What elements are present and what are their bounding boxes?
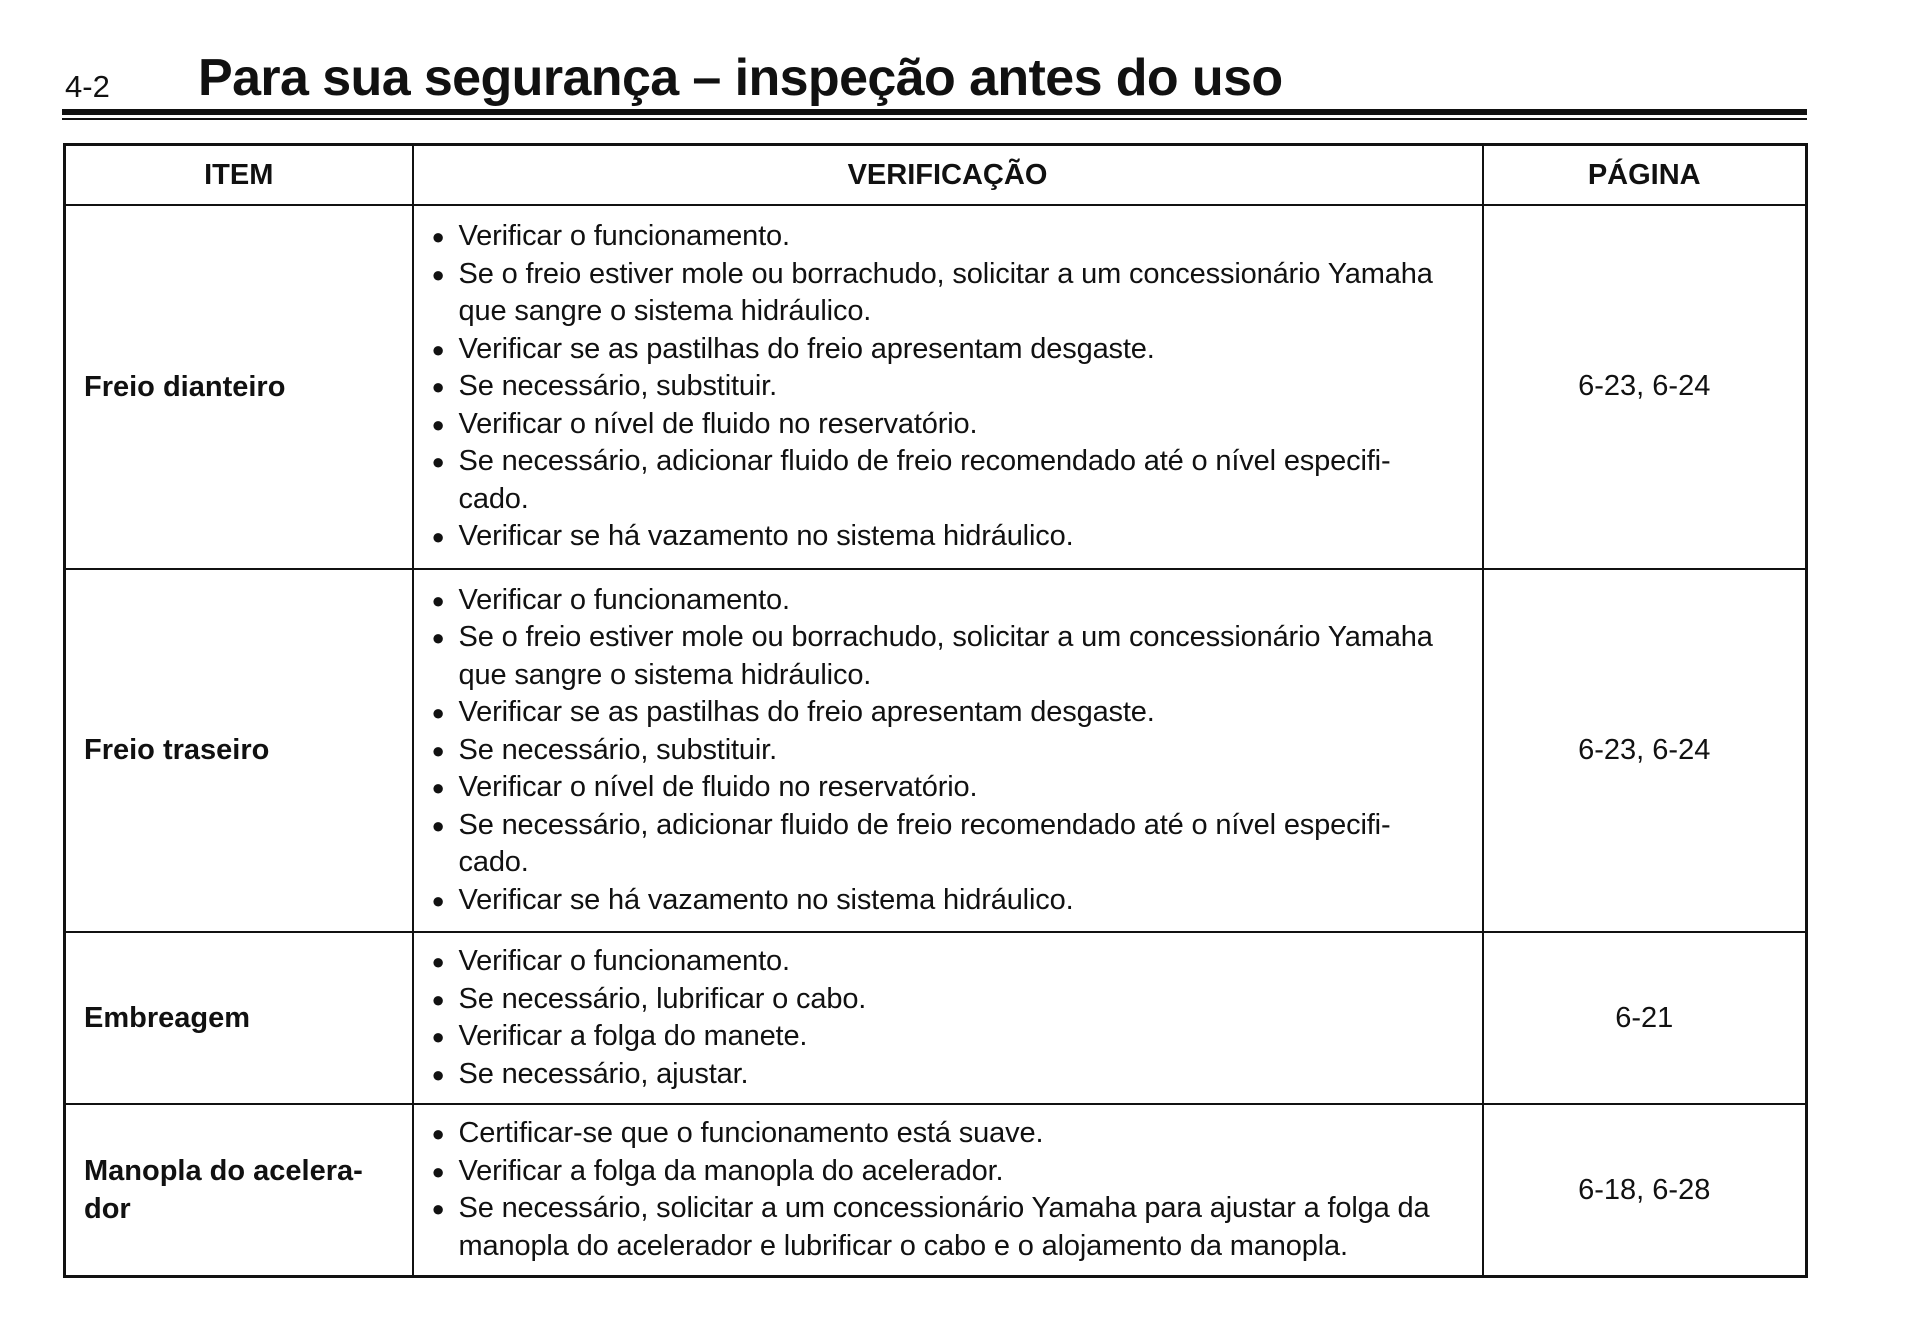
bullet-icon: ●	[431, 1024, 445, 1049]
bullet-icon: ●	[431, 775, 445, 800]
page-header	[62, 40, 1807, 122]
page-title: Para sua segurança – inspeção antes do uso	[198, 49, 1283, 107]
bullet-icon: ●	[431, 737, 445, 763]
check-cell	[413, 932, 1483, 1104]
bullet-icon: ●	[431, 411, 445, 437]
check-text: Verificar o funcionamento.	[458, 945, 790, 977]
table-row	[65, 1104, 1807, 1277]
check-text: Verificar o nível de fluido no reservatório.	[458, 407, 978, 440]
check-text: Se necessário, lubrificar o cabo.	[458, 982, 867, 1015]
check-text: Verificar a folga do manete.	[458, 1020, 808, 1052]
check-text: Certificar-se que o funcionamento está suave.	[458, 1117, 1044, 1149]
check-cell	[413, 1104, 1483, 1277]
check-cell	[413, 569, 1483, 933]
check-text: Se o freio estiver mole ou borrachudo, solicitar a um concessionário Yamaha que sangre o sistema hidráulico.	[458, 621, 1433, 691]
bullet-icon: ●	[431, 887, 445, 913]
check-item	[432, 619, 1468, 694]
bullet-icon: ●	[431, 812, 445, 838]
column-header-page: PÁGINA	[1483, 145, 1807, 206]
check-item	[432, 769, 1468, 807]
check-item	[432, 218, 1468, 256]
check-text: Se necessário, solicitar a um concessionário Yamaha para ajustar a folga da manopla do acelerador e lubrificar o cabo e o alojamento da manopla.	[458, 1192, 1430, 1262]
check-text: Se necessário, adicionar fluido de freio recomendado até o nível especifi- cado.	[458, 808, 1391, 878]
bullet-icon: ●	[431, 1158, 445, 1184]
check-item	[432, 518, 1468, 556]
bullet-icon: ●	[431, 261, 445, 287]
check-text: Se necessário, ajustar.	[458, 1057, 749, 1090]
check-item	[432, 943, 1468, 981]
bullet-icon: ●	[431, 949, 445, 974]
item-cell: Freio traseiro	[65, 569, 413, 933]
bullet-icon: ●	[431, 625, 445, 650]
header-rule-thick	[62, 109, 1807, 115]
check-text: Se necessário, substituir.	[458, 370, 777, 402]
check-item	[432, 981, 1468, 1019]
page-number: 4-2	[65, 69, 110, 104]
check-item	[432, 1153, 1468, 1191]
bullet-icon: ●	[431, 524, 445, 549]
check-text: Se necessário, adicionar fluido de freio recomendado até o nível especifi- cado.	[458, 445, 1391, 515]
check-item	[432, 1190, 1468, 1265]
bullet-icon: ●	[431, 700, 445, 725]
check-item	[432, 582, 1468, 620]
check-item	[432, 882, 1468, 920]
check-text: Verificar se há vazamento no sistema hidráulico.	[458, 520, 1074, 552]
check-list	[432, 1115, 1468, 1265]
check-item	[432, 256, 1468, 331]
inspection-table	[63, 143, 1808, 1278]
check-text: Verificar a folga da manopla do acelerador.	[458, 1154, 1004, 1187]
check-text: Verificar se as pastilhas do freio apresentam desgaste.	[458, 332, 1155, 365]
check-item	[432, 443, 1468, 518]
check-list	[432, 582, 1468, 920]
check-item	[432, 1056, 1468, 1094]
page-ref-cell: 6-21	[1483, 932, 1807, 1104]
table-row	[65, 932, 1807, 1104]
header-rule-thin	[62, 118, 1807, 120]
bullet-icon: ●	[431, 336, 445, 362]
bullet-icon: ●	[431, 1121, 445, 1146]
column-header-item: ITEM	[65, 145, 413, 206]
bullet-icon: ●	[431, 1061, 445, 1087]
table-row	[65, 569, 1807, 933]
check-text: Se o freio estiver mole ou borrachudo, solicitar a um concessionário Yamaha que sangre o sistema hidráulico.	[458, 257, 1433, 327]
table-row	[65, 205, 1807, 569]
check-item	[432, 1018, 1468, 1056]
check-item	[432, 732, 1468, 770]
check-cell	[413, 205, 1483, 569]
bullet-icon: ●	[431, 449, 445, 474]
check-text: Verificar se as pastilhas do freio apresentam desgaste.	[458, 696, 1155, 728]
column-header-check: VERIFICAÇÃO	[413, 145, 1483, 206]
check-list	[432, 943, 1468, 1093]
check-item	[432, 1115, 1468, 1153]
page-ref-cell: 6-23, 6-24	[1483, 569, 1807, 933]
check-text: Verificar o funcionamento.	[458, 220, 790, 252]
check-item	[432, 368, 1468, 406]
check-text: Se necessário, substituir.	[458, 733, 777, 766]
check-text: Verificar se há vazamento no sistema hidráulico.	[458, 883, 1074, 916]
check-list	[432, 218, 1468, 556]
bullet-icon: ●	[431, 224, 445, 249]
bullet-icon: ●	[431, 1196, 445, 1221]
check-item	[432, 406, 1468, 444]
check-text: Verificar o nível de fluido no reservatório.	[458, 771, 978, 803]
check-item	[432, 694, 1468, 732]
item-cell: Embreagem	[65, 932, 413, 1104]
bullet-icon: ●	[431, 986, 445, 1012]
page-ref-cell: 6-18, 6-28	[1483, 1104, 1807, 1277]
table-header-row	[65, 145, 1807, 206]
bullet-icon: ●	[431, 587, 445, 613]
bullet-icon: ●	[431, 374, 445, 399]
item-cell: Freio dianteiro	[65, 205, 413, 569]
check-text: Verificar o funcionamento.	[458, 583, 790, 616]
check-item	[432, 807, 1468, 882]
check-item	[432, 331, 1468, 369]
item-cell: Manopla do acelera- dor	[65, 1104, 413, 1277]
page-ref-cell: 6-23, 6-24	[1483, 205, 1807, 569]
